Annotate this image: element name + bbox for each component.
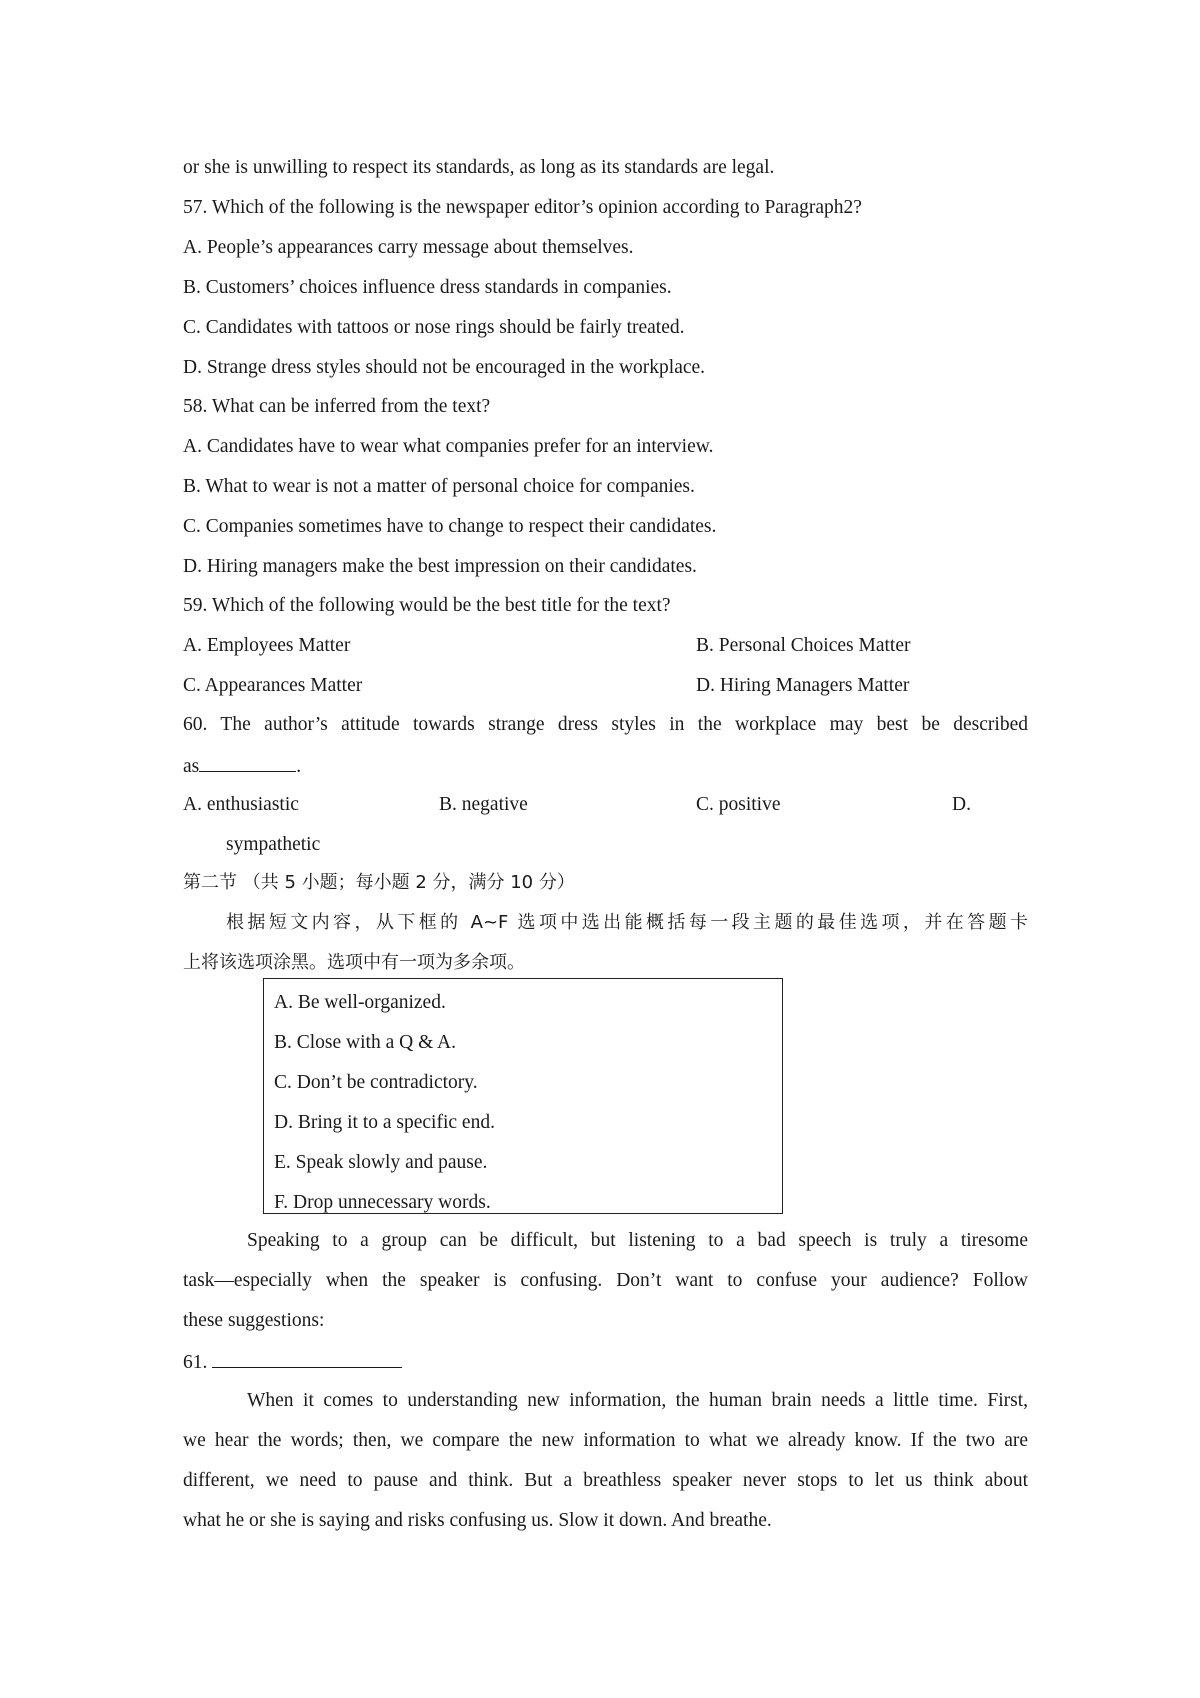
q60-answer-blank: [199, 753, 296, 772]
q58-stem: 58. What can be inferred from the text?: [183, 396, 491, 417]
q57-option-d: D. Strange dress styles should not be encouraged in the workplace.: [183, 357, 706, 378]
paragraph1-line2: we hear the words; then, we compare the new information to what we already know. If the two are: [183, 1430, 1028, 1451]
box-option-a: A. Be well-organized.: [274, 992, 446, 1013]
box-option-e: E. Speak slowly and pause.: [274, 1152, 488, 1173]
box-option-f: F. Drop unnecessary words.: [274, 1192, 491, 1213]
q60-option-d-text: sympathetic: [226, 834, 321, 855]
q57-option-a: A. People’s appearances carry message about themselves.: [183, 237, 634, 258]
paragraph1-line3: different, we need to pause and think. But a breathless speaker never stops to let us think about: [183, 1470, 1028, 1491]
intro-line2: task—especially when the speaker is confusing. Don’t want to confuse your audience? Follow: [183, 1270, 1028, 1291]
q60-stem-prefix: as: [183, 756, 200, 777]
q60-option-b: B. negative: [439, 794, 528, 815]
q57-stem: 57. Which of the following is the newspaper editor’s opinion according to Paragraph2?: [183, 197, 862, 218]
q59-stem: 59. Which of the following would be the best title for the text?: [183, 595, 671, 616]
q61-answer-blank: [212, 1349, 402, 1368]
q59-option-a: A. Employees Matter: [183, 635, 351, 656]
q61-line: [183, 1349, 1028, 1375]
box-option-c: C. Don’t be contradictory.: [274, 1072, 478, 1093]
intro-line1: Speaking to a group can be difficult, but listening to a bad speech is truly a tiresome: [247, 1230, 1028, 1251]
q58-option-c: C. Companies sometimes have to change to respect their candidates.: [183, 516, 717, 537]
section2-heading: 第二节 （共 5 小题；每小题 2 分，满分 10 分）: [183, 872, 575, 893]
q60-option-c: C. positive: [696, 794, 781, 815]
q60-option-d: D.: [952, 794, 971, 815]
q60-stem-line1: 60. The author’s attitude towards strange dress styles in the workplace may best be described: [183, 714, 1028, 735]
q58-option-b: B. What to wear is not a matter of personal choice for companies.: [183, 476, 695, 497]
paragraph1-line4: what he or she is saying and risks confusing us. Slow it down. And breathe.: [183, 1510, 772, 1531]
q57-option-b: B. Customers’ choices influence dress standards in companies.: [183, 277, 672, 298]
section2-instructions-line2: 上将该选项涂黑。选项中有一项为多余项。: [183, 952, 525, 973]
q58-option-d: D. Hiring managers make the best impression on their candidates.: [183, 556, 697, 577]
q58-option-a: A. Candidates have to wear what companies prefer for an interview.: [183, 436, 714, 457]
q57-option-c: C. Candidates with tattoos or nose rings should be fairly treated.: [183, 317, 685, 338]
q59-option-b: B. Personal Choices Matter: [696, 635, 911, 656]
section2-instructions-line1: 根据短文内容，从下框的 A~F 选项中选出能概括每一段主题的最佳选项，并在答题卡: [226, 912, 1028, 933]
continuation-text: or she is unwilling to respect its standards, as long as its standards are legal.: [183, 157, 775, 178]
box-option-d: D. Bring it to a specific end.: [274, 1112, 495, 1133]
box-option-b: B. Close with a Q & A.: [274, 1032, 457, 1053]
q60-stem-suffix: .: [296, 756, 302, 777]
q59-option-d: D. Hiring Managers Matter: [696, 675, 910, 696]
options-box: [263, 978, 783, 1214]
q59-option-c: C. Appearances Matter: [183, 675, 363, 696]
q61-label: 61.: [183, 1352, 208, 1373]
intro-line3: these suggestions:: [183, 1310, 325, 1331]
q60-stem-line2: [183, 753, 1028, 779]
paragraph1-line1: When it comes to understanding new information, the human brain needs a little time. First,: [247, 1390, 1028, 1411]
q60-option-a: A. enthusiastic: [183, 794, 299, 815]
